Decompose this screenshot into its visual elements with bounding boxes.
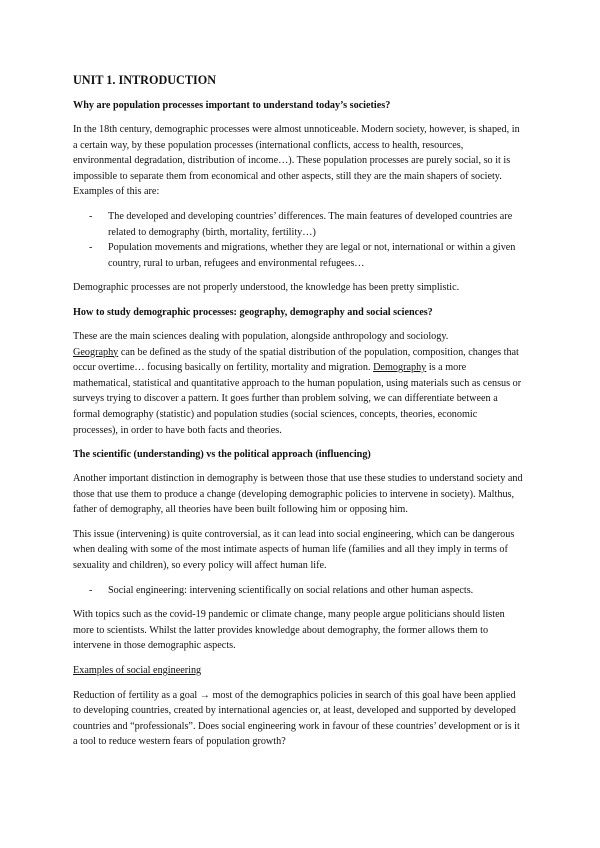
paragraph-not-understood: Demographic processes are not properly understood, the knowledge has been pretty simplistic. — [73, 282, 460, 294]
list-item: - Social engineering: intervening scientifically on social relations and other human aspects. — [73, 583, 524, 599]
paragraph-main-sciences — [73, 329, 524, 438]
geography-definition: can be defined as the study of the spatial distribution of the population, composition, changes that occur overtime… focusing basically on fertility, mortality and migration. — [73, 346, 519, 374]
paragraph-controversial: This issue (intervening) is quite controversial, as it can lead into social engineering, which can be dangerous when dealing with some of the most intimate aspects of human life (families and all they imply in terms of sexuality and children), so every policy will affect human life. — [73, 528, 515, 572]
list-item: - Population movements and migrations, whether they are legal or not, international or within a given country, rural to urban, refugees and environmental refugees… — [73, 240, 524, 271]
demography-definition: is a more mathematical, statistical and quantitative approach to the human population, using materials such as census or surveys trying to discover a pattern. It goes further than problem solving, we can differentiate between a formal demography (statistic) and population studies (social sciences, concepts, theories, economic processes), in order to have both facts and theories. — [73, 362, 522, 436]
intro-sentence: These are the main sciences dealing with population, alongside anthropology and sociology. — [73, 330, 449, 342]
examples-list — [73, 209, 524, 271]
section-heading-importance: Why are population processes important to understand today’s societies? — [73, 100, 391, 111]
list-item: - The developed and developing countries’ differences. The main features of developed countries are related to demography (birth, mortality, fertility…) — [73, 209, 524, 240]
paragraph-reduction-fertility: Reduction of fertility as a goal → most of the demographics policies in search of this goal have been applied to developing countries, created by international agencies or, at least, developed and supported by developed countries and “professionals”. Does social engineering work in favour of these countries’ development or is it a tool to reduce western fears of population growth? — [73, 689, 520, 748]
paragraph-18th-century: In the 18th century, demographic processes were almost unnoticeable. Modern society, however, is shaped, in a certain way, by these population processes (international conflicts, access to health, resources, environmental degradation, distribution of income…). These population processes are purely social, so it is impossible to separate them from economical and other aspects, still they are the main shapers of society. Examples of this are: — [73, 124, 520, 198]
term-geography: Geography — [73, 346, 119, 358]
unit-title: UNIT 1. INTRODUCTION — [73, 73, 217, 87]
term-demography: Demography — [373, 362, 427, 374]
section-heading-how-to-study: How to study demographic processes: geography, demography and social sciences? — [73, 306, 433, 318]
section-heading-examples: Examples of social engineering — [73, 665, 202, 677]
section-heading-scientific-vs-political: The scientific (understanding) vs the political approach (influencing) — [73, 449, 371, 461]
paragraph-covid: With topics such as the covid-19 pandemic or climate change, many people argue politicians should listen more to scientists. Whilst the latter provides knowledge about demography, the former allows them to intervene in those demographic aspects. — [73, 609, 505, 652]
paragraph-distinction: Another important distinction in demography is between those that use these studies to understand society and those that use them to produce a change (developing demographic policies to intervene in society). Malthus, father of demography, all theories have been built following him or opposing him. — [73, 473, 523, 516]
social-engineering-list — [73, 583, 524, 599]
